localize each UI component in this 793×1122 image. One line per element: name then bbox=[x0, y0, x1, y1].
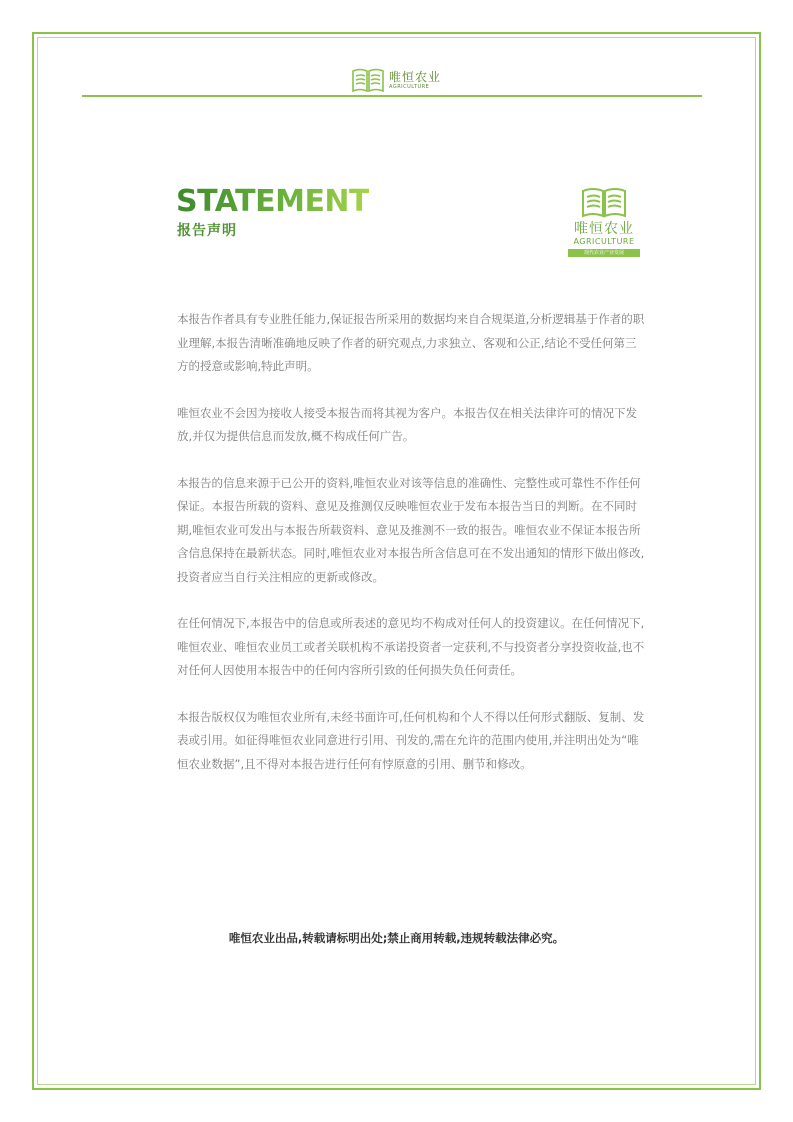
side-logo-cn: 唯恒农业 bbox=[574, 221, 634, 237]
side-logo bbox=[568, 186, 640, 262]
header-divider bbox=[82, 95, 702, 97]
statement-body bbox=[177, 308, 647, 799]
header-logo bbox=[351, 66, 451, 94]
statement-subtitle: 报告声明 bbox=[177, 223, 237, 239]
header-logo-cn: 唯恒农业 bbox=[389, 69, 442, 84]
statement-title: STATEMENT bbox=[176, 184, 370, 219]
paragraph: 本报告版权仅为唯恒农业所有,未经书面许可,任何机构和个人不得以任何形式翻版、复制、发表或引用。如征得唯恒农业同意进行引用、刊发的,需在允许的范围内使用,并注明出处为“唯恒农业数据”,且不得对本报告进行任何有悖原意的引用、删节和修改。 bbox=[177, 709, 645, 771]
paragraph: 本报告的信息来源于已公开的资料,唯恒农业对该等信息的准确性、完整性或可靠性不作任何保证。本报告所载的资料、意见及推测仅反映唯恒农业于发布本报告当日的判断。在不同时期,唯恒农业可发出与本报告所载资料、意见及推测不一致的报告。唯恒农业不保证本报告所含信息保持在最新状态。同时,唯恒农业对本报告所含信息可在不发出通知的情形下做出修改,投资者应当自行关注相应的更新或修改。 bbox=[177, 475, 645, 584]
paragraph: 在任何情况下,本报告中的信息或所表述的意见均不构成对任何人的投资建议。在任何情况下,唯恒农业、唯恒农业员工或者关联机构不承诺投资者一定获利,不与投资者分享投资收益,也不对任何人因使用本报告中的任何内容所引致的任何损失负任何责任。 bbox=[177, 616, 645, 677]
book-leaf-icon bbox=[581, 186, 627, 218]
paragraph: 本报告作者具有专业胜任能力,保证报告所采用的数据均来自合规渠道,分析逻辑基于作者的职业理解,本报告清晰准确地反映了作者的研究观点,力求独立、客观和公正,结论不受任何第三方的授意或影响,特此声明。 bbox=[177, 312, 645, 373]
book-leaf-icon bbox=[351, 67, 385, 93]
side-logo-tagline: 现代农业产业发展 bbox=[568, 249, 640, 257]
side-logo-en: AGRICULTURE bbox=[573, 237, 635, 246]
header-logo-en: AGRICULTURE bbox=[389, 83, 430, 90]
copyright-footer: 唯恒农业出品,转载请标明出处;禁止商用转载,违规转载法律必究。 bbox=[228, 931, 565, 945]
paragraph: 唯恒农业不会因为接收人接受本报告而将其视为客户。本报告仅在相关法律许可的情况下发放,并仅为提供信息而发放,概不构成任何广告。 bbox=[177, 405, 637, 443]
